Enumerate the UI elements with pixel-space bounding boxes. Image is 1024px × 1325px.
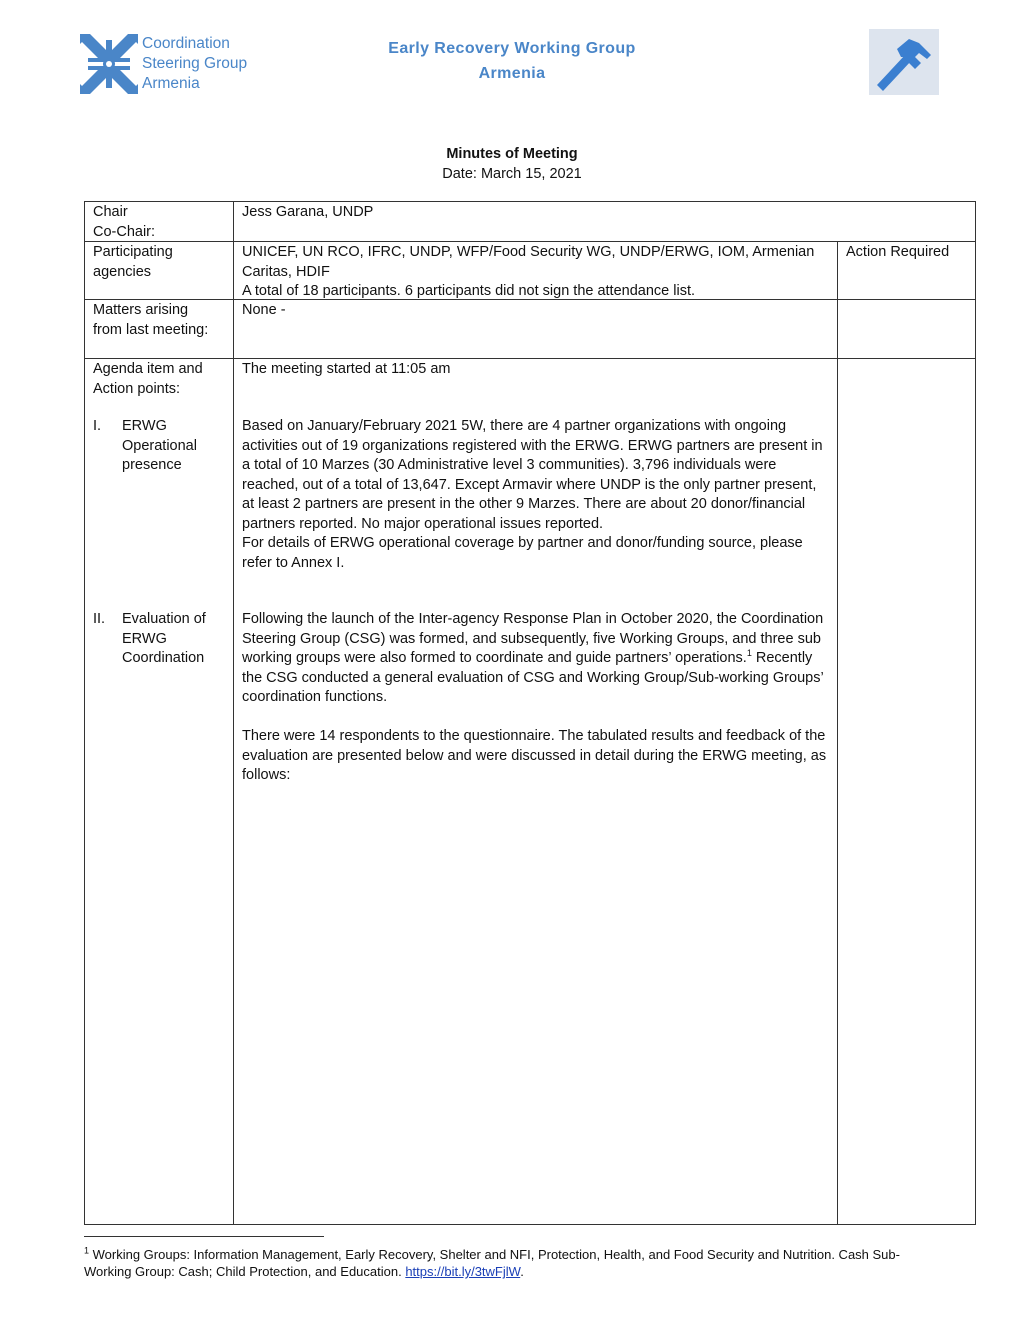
- participating-agencies: UNICEF, UN RCO, IFRC, UNDP, WFP/Food Security WG, UNDP/ERWG, IOM, Armenian Caritas, HDIF: [242, 244, 815, 280]
- participating-value-cell: [242, 243, 832, 302]
- agenda-item-2-text-a: Following the launch of the Inter-agency Response Plan in October 2020, the Coordination Steering Group (CSG) was formed, and subsequently, five Working Groups, and three sub working groups were also formed to coordinate and guide partners’ operations.: [242, 611, 824, 666]
- matters-arising-label: Matters arising from last meeting:: [93, 302, 209, 338]
- matters-arising-value: None -: [242, 302, 286, 318]
- agenda-label: Agenda item and Action points:: [93, 361, 203, 397]
- footnote-link[interactable]: https://bit.ly/3twFjlW: [405, 1264, 521, 1279]
- csg-logo-line-2: Steering Group: [142, 55, 248, 72]
- agenda-item-2-paragraph: [242, 610, 832, 708]
- csg-logo-line-1: Coordination: [142, 35, 230, 52]
- table-row-divider: [85, 358, 975, 359]
- early-recovery-logo: [869, 29, 939, 95]
- agenda-item-1-number: I.: [93, 418, 102, 434]
- table-column-divider: [837, 241, 838, 1224]
- agenda-item-2-title: Evaluation of ERWG Coordination: [122, 611, 206, 666]
- agenda-item-1-paragraph: Based on January/February 2021 5W, there are 4 partner organizations with ongoing activities out of 19 organizations registered with the ERWG. ERWG partners are present in a total of 10 Marzes (30 Administrative level 3 communities). 3,796 individuals were reached, out of a total of 13,647. Except Armavir where UNDP is the only partner present, at least 2 partners are present in the other 9 Marzes. There are about 20 donor/financial partners reported. No major operational issues reported.: [242, 418, 823, 532]
- agenda-item-1-title: ERWG Operational presence: [122, 418, 197, 473]
- agenda-item-1-annex-note: For details of ERWG operational coverage by partner and donor/funding source, please refer to Annex I.: [242, 535, 803, 571]
- footnote: [84, 1246, 944, 1280]
- agenda-item-2-body: [242, 610, 832, 786]
- meeting-start-text: The meeting started at 11:05 am: [242, 361, 451, 377]
- working-group-header: [330, 36, 694, 86]
- minutes-table: [84, 201, 976, 1225]
- footnote-reference[interactable]: 1: [746, 648, 752, 659]
- footnote-separator: [84, 1236, 324, 1237]
- chair-label-cell: [93, 203, 228, 242]
- csg-logo-line-3: Armenia: [142, 75, 200, 92]
- footnote-end: .: [520, 1264, 524, 1279]
- cochair-label: Co-Chair:: [93, 223, 156, 240]
- csg-logo: [78, 32, 258, 98]
- table-column-divider: [233, 202, 234, 1224]
- document-title: Minutes of Meeting: [446, 146, 578, 162]
- csg-arrows-icon: [78, 32, 140, 96]
- document-date: Date: March 15, 2021: [442, 166, 582, 182]
- hammer-icon: [869, 29, 939, 95]
- document-title-block: [300, 144, 724, 184]
- working-group-country: Armenia: [478, 65, 546, 82]
- action-required-header: Action Required: [846, 244, 950, 260]
- participant-count: A total of 18 participants. 6 participants did not sign the attendance list.: [242, 283, 696, 299]
- chair-label: Chair: [93, 204, 128, 220]
- agenda-item-2-survey-paragraph: There were 14 respondents to the questionnaire. The tabulated results and feedback of the evaluation are presented below and were discussed in detail during the ERWG meeting, as follows:: [242, 728, 827, 783]
- footnote-marker: 1: [84, 1245, 90, 1256]
- agenda-item-2-text-b: Recently the CSG conducted a general evaluation of CSG and Working Group/Sub-working Groups’ coordination functions.: [242, 650, 824, 705]
- working-group-title: Early Recovery Working Group: [388, 40, 636, 57]
- footnote-text: Working Groups: Information Management, Early Recovery, Shelter and NFI, Protection, Health, and Food Security and Nutrition. Cash Sub-Working Group: Cash; Child Protection, and Education.: [84, 1247, 900, 1279]
- chair-value: Jess Garana, UNDP: [242, 204, 374, 220]
- agenda-item-1-body: [242, 417, 832, 573]
- participating-label: Participating agencies: [93, 244, 173, 280]
- agenda-item-2-number: II.: [93, 611, 106, 627]
